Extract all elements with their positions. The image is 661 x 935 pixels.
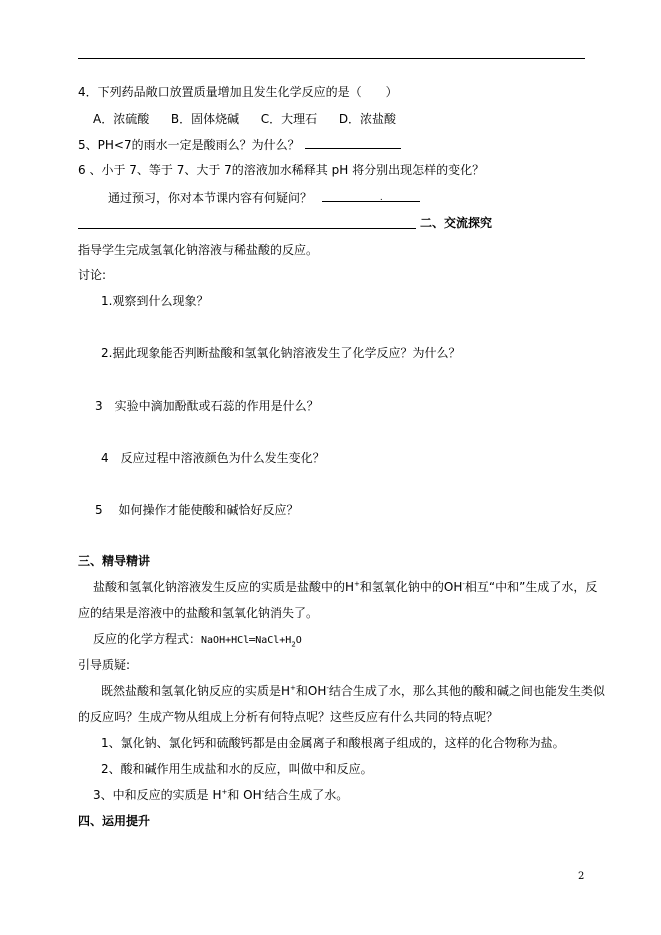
guide-text: 指导学生完成氢氧化钠溶液与稀盐酸的反应。: [78, 243, 319, 257]
section-3-paragraph-line-2: 应的结果是溶液中的盐酸和氢氧化钠消失了。: [78, 606, 319, 620]
inquiry-label: 引导质疑:: [78, 658, 131, 672]
superscript: -: [261, 788, 265, 796]
option-a: A．浓硫酸: [93, 112, 150, 126]
inquiry-point-2: 2、酸和碱作用生成盐和水的反应，叫做中和反应。: [101, 762, 373, 776]
page-number: 2: [578, 871, 585, 882]
inquiry-line-2: 的反应吗？生成产物从组成上分析有何特点呢？这些反应有什么共同的特点呢？: [78, 710, 499, 724]
text-segment: 相互“中和”生成了水，反: [464, 580, 598, 594]
header-rule: [78, 58, 585, 59]
question-5: [78, 136, 401, 153]
answer-blank: [305, 136, 401, 149]
text-segment: 和OH: [295, 684, 327, 698]
inquiry-point-1: 1、氯化钠、氯化钙和硫酸钙都是由金属离子和酸根离子组成的，这样的化合物称为盐。: [101, 736, 565, 750]
option-d: D．浓盐酸: [338, 112, 397, 126]
question-6: 6 、小于 7、等于 7、大于 7的溶液加水稀释其 pH 将分别出现怎样的变化？: [78, 163, 485, 177]
text-segment: 3、中和反应的实质是 H: [93, 788, 222, 802]
section-2-title: 二、交流探究: [420, 216, 493, 230]
discussion-item-4: 4 反应过程中溶液颜色为什么发生变化？: [101, 451, 325, 465]
question-4-stem: 4．下列药品敞口放置质量增加且发生化学反应的是（ ）: [78, 85, 398, 99]
superscript: +: [221, 788, 228, 796]
text-segment: 结合生成了水。: [264, 788, 349, 802]
option-c: C．大理石: [260, 112, 318, 126]
section-3-paragraph-line-1: [93, 579, 597, 595]
text-segment: 既然盐酸和氢氧化钠反应的实质是H: [101, 684, 291, 698]
superscript: -: [326, 684, 329, 692]
option-b: B．固体烧碱: [170, 112, 240, 126]
superscript: +: [354, 580, 360, 588]
text-segment: 和氢氧化钠中的OH: [359, 580, 463, 594]
preview-question: [108, 189, 420, 206]
discussion-item-2: 2.据此现象能否判断盐酸和氢氧化钠溶液发生了化学反应？为什么？: [101, 346, 461, 360]
superscript: +: [290, 684, 296, 692]
superscript: -: [462, 580, 465, 588]
discussion-item-1: 1.观察到什么现象？: [101, 294, 209, 308]
text-segment: 结合生成了水，那么其他的酸和碱之间也能发生类似: [328, 684, 605, 698]
discussion-item-3: 3 实验中滴加酚酞或石蕊的作用是什么？: [95, 399, 319, 413]
question-4-options: [93, 111, 396, 127]
dot-mark: .: [379, 193, 383, 203]
answer-blank: [322, 189, 420, 202]
question-5-text: 5、PH<7的雨水一定是酸雨么？为什么？: [78, 138, 300, 152]
text-segment: 和 OH: [227, 788, 262, 802]
section-4-title: 四、运用提升: [78, 814, 151, 828]
long-answer-blank: [78, 216, 416, 229]
equation-label: 反应的化学方程式：: [93, 632, 202, 646]
section-3-title: 三、精导精讲: [78, 554, 151, 568]
discussion-label: 讨论:: [78, 268, 107, 282]
text-segment: 盐酸和氢氧化钠溶液发生反应的实质是盐酸中的H: [93, 580, 355, 594]
equation-main: NaOH+HCl═NaCl+H: [201, 635, 292, 646]
equation-tail: O: [295, 635, 302, 646]
discussion-item-5: 5 如何操作才能使酸和碱恰好反应？: [95, 503, 299, 517]
inquiry-line-1: [101, 683, 605, 699]
preview-text: 通过预习，你对本节课内容有何疑问？: [108, 191, 313, 205]
chemical-equation: [93, 631, 302, 649]
subscript: 2: [291, 640, 296, 649]
inquiry-point-3: [93, 787, 348, 803]
